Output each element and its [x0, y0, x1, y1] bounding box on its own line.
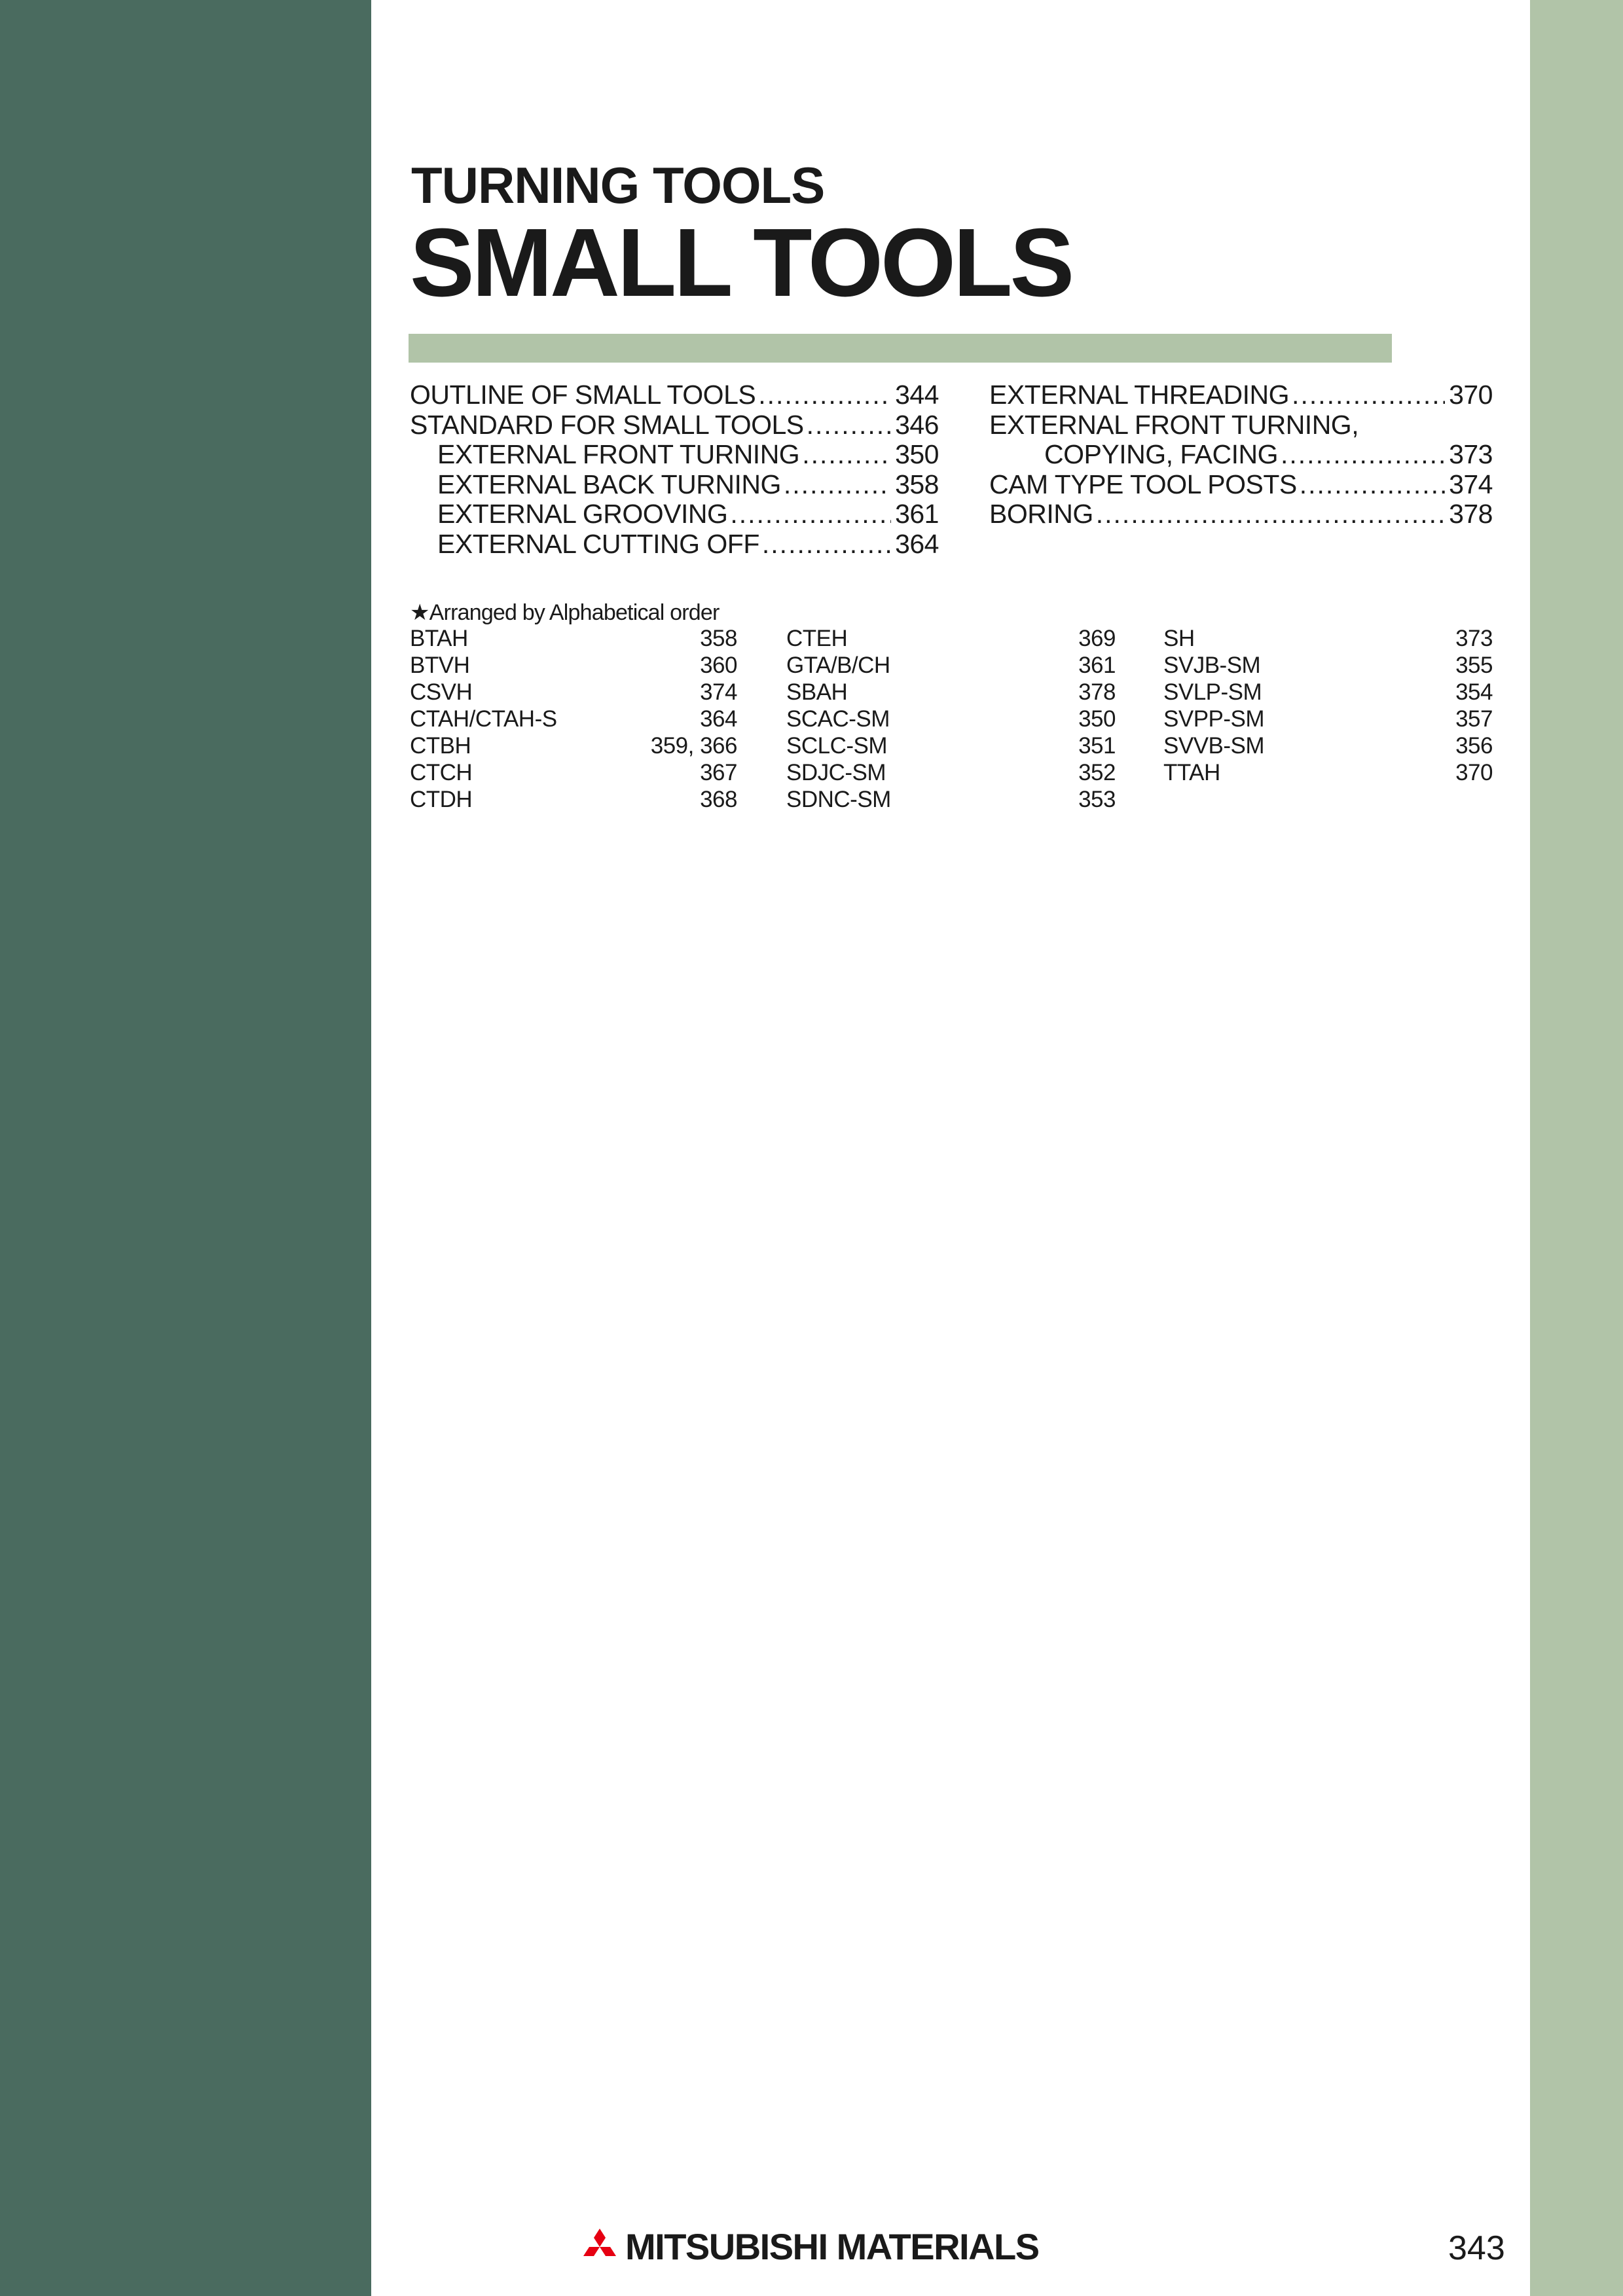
- index-entry[interactable]: [410, 626, 737, 653]
- index-name: TTAH: [1163, 760, 1220, 785]
- index-name: SVPP-SM: [1163, 706, 1265, 732]
- brand-name: MITSUBISHI MATERIALS: [625, 2226, 1039, 2267]
- toc-leader-dots: [1096, 499, 1445, 529]
- index-entry[interactable]: [786, 626, 1116, 653]
- toc-label: EXTERNAL FRONT TURNING,: [989, 409, 1359, 440]
- index-entry[interactable]: [786, 787, 1116, 814]
- index-page: 357: [1455, 706, 1493, 732]
- index-entry[interactable]: [410, 679, 737, 706]
- toc-leader-dots: [1300, 469, 1445, 500]
- index-entry[interactable]: [1163, 626, 1493, 653]
- index-name: CTBH: [410, 733, 471, 759]
- index-entry[interactable]: [1163, 760, 1493, 787]
- index-name: CTEH: [786, 626, 848, 651]
- toc-entry[interactable]: [989, 499, 1493, 529]
- index-page: 358: [700, 626, 737, 651]
- toc-page: 373: [1449, 439, 1493, 469]
- index-page: 356: [1455, 733, 1493, 759]
- three-diamonds-icon: [579, 2229, 620, 2265]
- index-page: 359, 366: [650, 733, 737, 759]
- toc-label: STANDARD FOR SMALL TOOLS: [410, 409, 804, 440]
- index-entry[interactable]: [410, 653, 737, 679]
- title-underline-bar: [409, 334, 1392, 363]
- index-page: 368: [700, 787, 737, 812]
- toc-label: EXTERNAL CUTTING OFF: [437, 528, 759, 559]
- index-name: SDJC-SM: [786, 760, 886, 785]
- index-entry[interactable]: [786, 760, 1116, 787]
- index-name: SDNC-SM: [786, 787, 891, 812]
- toc-page: 364: [895, 528, 939, 559]
- index-page: 378: [1078, 679, 1116, 705]
- toc-entry-continued[interactable]: [989, 410, 1493, 440]
- toc-label: COPYING, FACING: [1044, 439, 1278, 469]
- index-name: CSVH: [410, 679, 473, 705]
- index-name: SCLC-SM: [786, 733, 888, 759]
- index-page: 364: [700, 706, 737, 732]
- toc-leader-dots: [802, 439, 891, 470]
- brand-logo: [579, 2225, 1039, 2268]
- toc-page: 361: [895, 499, 939, 529]
- toc-leader-dots: [730, 499, 891, 529]
- index-name: BTVH: [410, 653, 470, 678]
- index-entry[interactable]: [1163, 706, 1493, 733]
- toc-leader-dots: [1292, 380, 1445, 410]
- toc-label: EXTERNAL BACK TURNING: [437, 469, 781, 499]
- toc-label: BORING: [989, 499, 1093, 529]
- index-entry[interactable]: [410, 787, 737, 814]
- toc-leader-dots: [807, 410, 891, 440]
- index-name: SVVB-SM: [1163, 733, 1265, 759]
- index-name: SCAC-SM: [786, 706, 890, 732]
- alphabetical-note: ★Arranged by Alphabetical order: [410, 600, 720, 625]
- index-name: SH: [1163, 626, 1195, 651]
- index-entry[interactable]: [786, 679, 1116, 706]
- alphabetical-column-3: [1163, 626, 1493, 787]
- index-name: SVLP-SM: [1163, 679, 1262, 705]
- index-name: BTAH: [410, 626, 468, 651]
- index-page: 351: [1078, 733, 1116, 759]
- toc-entry[interactable]: [410, 499, 939, 529]
- alphabetical-column-1: [410, 626, 737, 814]
- toc-entry[interactable]: [410, 529, 939, 559]
- toc-left-column: [410, 380, 939, 558]
- toc-label: OUTLINE OF SMALL TOOLS: [410, 380, 756, 410]
- toc-label: EXTERNAL THREADING: [989, 380, 1290, 410]
- page-title: SMALL TOOLS: [410, 209, 1072, 317]
- index-entry[interactable]: [410, 733, 737, 760]
- index-page: 350: [1078, 706, 1116, 732]
- index-entry[interactable]: [410, 760, 737, 787]
- left-color-band: [0, 0, 371, 2296]
- index-page: 367: [700, 760, 737, 785]
- toc-leader-dots: [1281, 439, 1445, 470]
- index-entry[interactable]: [1163, 733, 1493, 760]
- index-page: 354: [1455, 679, 1493, 705]
- index-page: 370: [1455, 760, 1493, 785]
- index-page: 373: [1455, 626, 1493, 651]
- index-page: 374: [700, 679, 737, 705]
- index-page: 369: [1078, 626, 1116, 651]
- toc-leader-dots: [762, 529, 891, 560]
- index-name: SVJB-SM: [1163, 653, 1261, 678]
- toc-label: EXTERNAL GROOVING: [437, 499, 728, 529]
- index-entry[interactable]: [410, 706, 737, 733]
- index-page: 360: [700, 653, 737, 678]
- index-name: CTDH: [410, 787, 473, 812]
- index-page: 355: [1455, 653, 1493, 678]
- toc-page: 350: [895, 439, 939, 469]
- toc-label: CAM TYPE TOOL POSTS: [989, 469, 1297, 499]
- section-kicker: TURNING TOOLS: [411, 156, 825, 214]
- index-entry[interactable]: [1163, 653, 1493, 679]
- index-name: CTAH/CTAH-S: [410, 706, 557, 732]
- page-number: 343: [1448, 2229, 1505, 2267]
- toc-page: 374: [1449, 469, 1493, 499]
- alphabetical-column-2: [786, 626, 1116, 814]
- right-color-band: [1530, 0, 1623, 2296]
- toc-entry[interactable]: [989, 439, 1493, 469]
- toc-page: 358: [895, 469, 939, 499]
- index-entry[interactable]: [786, 706, 1116, 733]
- toc-entry[interactable]: [410, 410, 939, 440]
- index-page: 353: [1078, 787, 1116, 812]
- toc-entry[interactable]: [989, 380, 1493, 410]
- index-page: 361: [1078, 653, 1116, 678]
- toc-right-column: [989, 380, 1493, 529]
- index-entry[interactable]: [786, 733, 1116, 760]
- index-entry[interactable]: [786, 653, 1116, 679]
- toc-entry[interactable]: [410, 439, 939, 469]
- index-entry[interactable]: [1163, 679, 1493, 706]
- toc-page: 346: [895, 409, 939, 440]
- index-page: 352: [1078, 760, 1116, 785]
- toc-entry[interactable]: [989, 469, 1493, 499]
- toc-page: 370: [1449, 380, 1493, 410]
- index-name: GTA/B/CH: [786, 653, 890, 678]
- toc-label: EXTERNAL FRONT TURNING: [437, 439, 800, 469]
- toc-entry[interactable]: [410, 380, 939, 410]
- toc-leader-dots: [758, 380, 891, 410]
- toc-page: 344: [895, 380, 939, 410]
- toc-leader-dots: [784, 469, 891, 500]
- index-name: SBAH: [786, 679, 848, 705]
- toc-page: 378: [1449, 499, 1493, 529]
- index-name: CTCH: [410, 760, 473, 785]
- toc-entry[interactable]: [410, 469, 939, 499]
